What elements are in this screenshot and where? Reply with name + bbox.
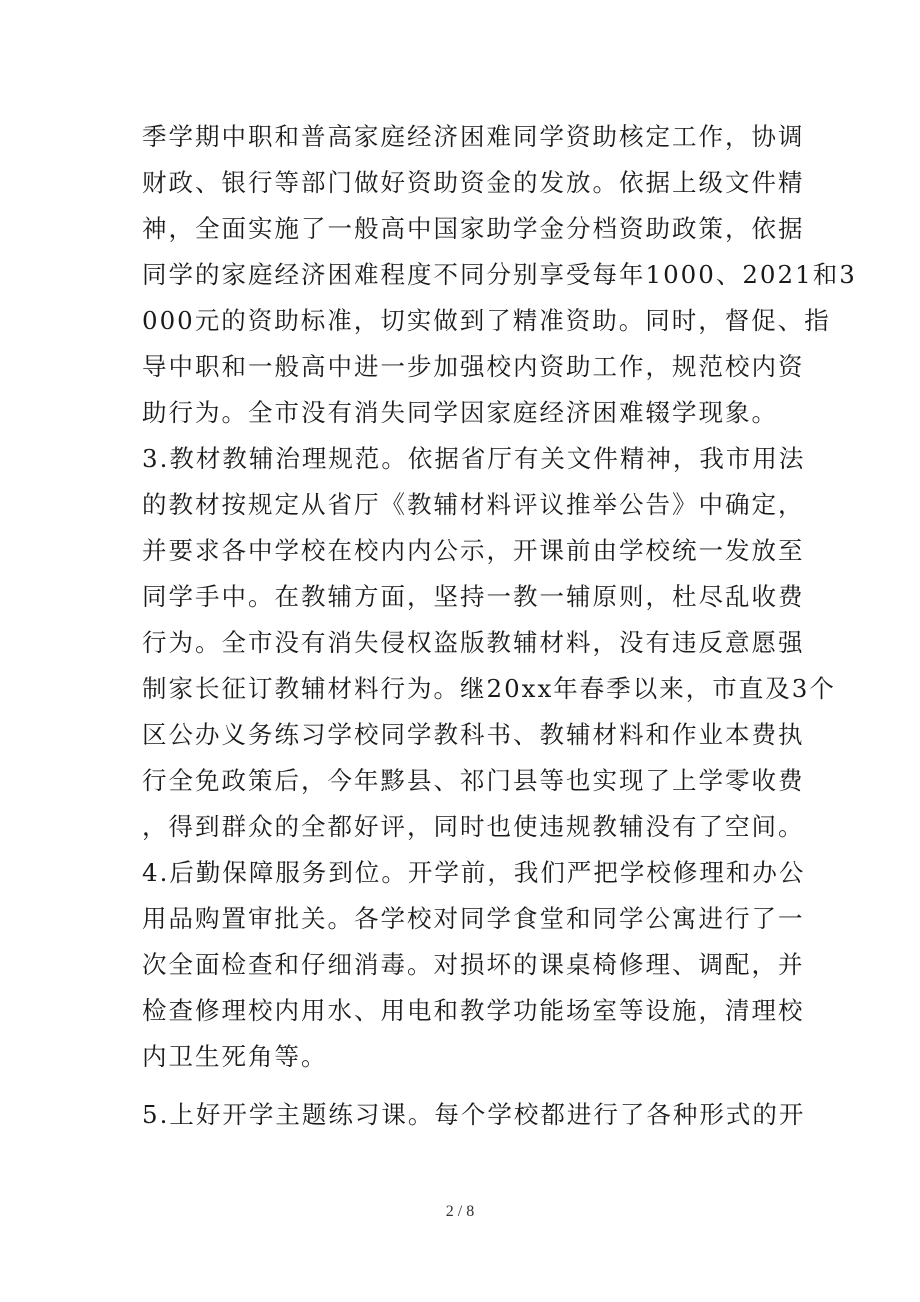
text-line: ，得到群众的全都好评，同时也使违规教辅没有了空间。 xyxy=(142,812,805,841)
text-line: 同学的家庭经济困难程度不同分别享受每年1000、2021和3 xyxy=(142,260,857,289)
text-line: 000元的资助标准，切实做到了精准资助。同时，督促、指 xyxy=(142,306,831,335)
text-line: 财政、银行等部门做好资助资金的发放。依据上级文件精 xyxy=(142,168,805,197)
body-text xyxy=(142,114,857,1138)
paragraph-gap xyxy=(142,1080,782,1092)
text-line: 神，全面实施了一般高中国家助学金分档资助政策，依据 xyxy=(142,214,805,243)
page-number: 2 / 8 xyxy=(445,1203,475,1220)
text-line: 次全面检查和仔细消毒。对损坏的课桌椅修理、调配，并 xyxy=(142,950,805,979)
text-line: 导中职和一般高中进一步加强校内资助工作，规范校内资 xyxy=(142,352,805,381)
text-line: 3.教材教辅治理规范。依据省厅有关文件精神，我市用法 xyxy=(142,444,806,473)
text-line: 检查修理校内用水、用电和教学功能场室等设施，清理校 xyxy=(142,996,805,1025)
text-line: 4.后勤保障服务到位。开学前，我们严把学校修理和办公 xyxy=(142,858,806,887)
text-line: 行全免政策后，今年黟县、祁门县等也实现了上学零收费 xyxy=(142,766,805,795)
text-line: 制家长征订教辅材料行为。继20xx年春季以来，市直及3个 xyxy=(142,674,836,703)
text-line: 5.上好开学主题练习课。每个学校都进行了各种形式的开 xyxy=(142,1100,806,1129)
text-line: 的教材按规定从省厅《教辅材料评议推举公告》中确定， xyxy=(142,490,805,519)
text-line: 用品购置审批关。各学校对同学食堂和同学公寓进行了一 xyxy=(142,904,805,933)
text-line: 并要求各中学校在校内内公示，开课前由学校统一发放至 xyxy=(142,536,805,565)
text-line: 同学手中。在教辅方面，坚持一教一辅原则，杜尽乱收费 xyxy=(142,582,805,611)
text-line: 区公办义务练习学校同学教科书、教辅材料和作业本费执 xyxy=(142,720,805,749)
text-line: 助行为。全市没有消失同学因家庭经济困难辍学现象。 xyxy=(142,398,778,427)
text-line: 行为。全市没有消失侵权盗版教辅材料，没有违反意愿强 xyxy=(142,628,805,657)
text-line: 季学期中职和普高家庭经济困难同学资助核定工作，协调 xyxy=(142,122,805,151)
text-line: 内卫生死角等。 xyxy=(142,1042,328,1071)
